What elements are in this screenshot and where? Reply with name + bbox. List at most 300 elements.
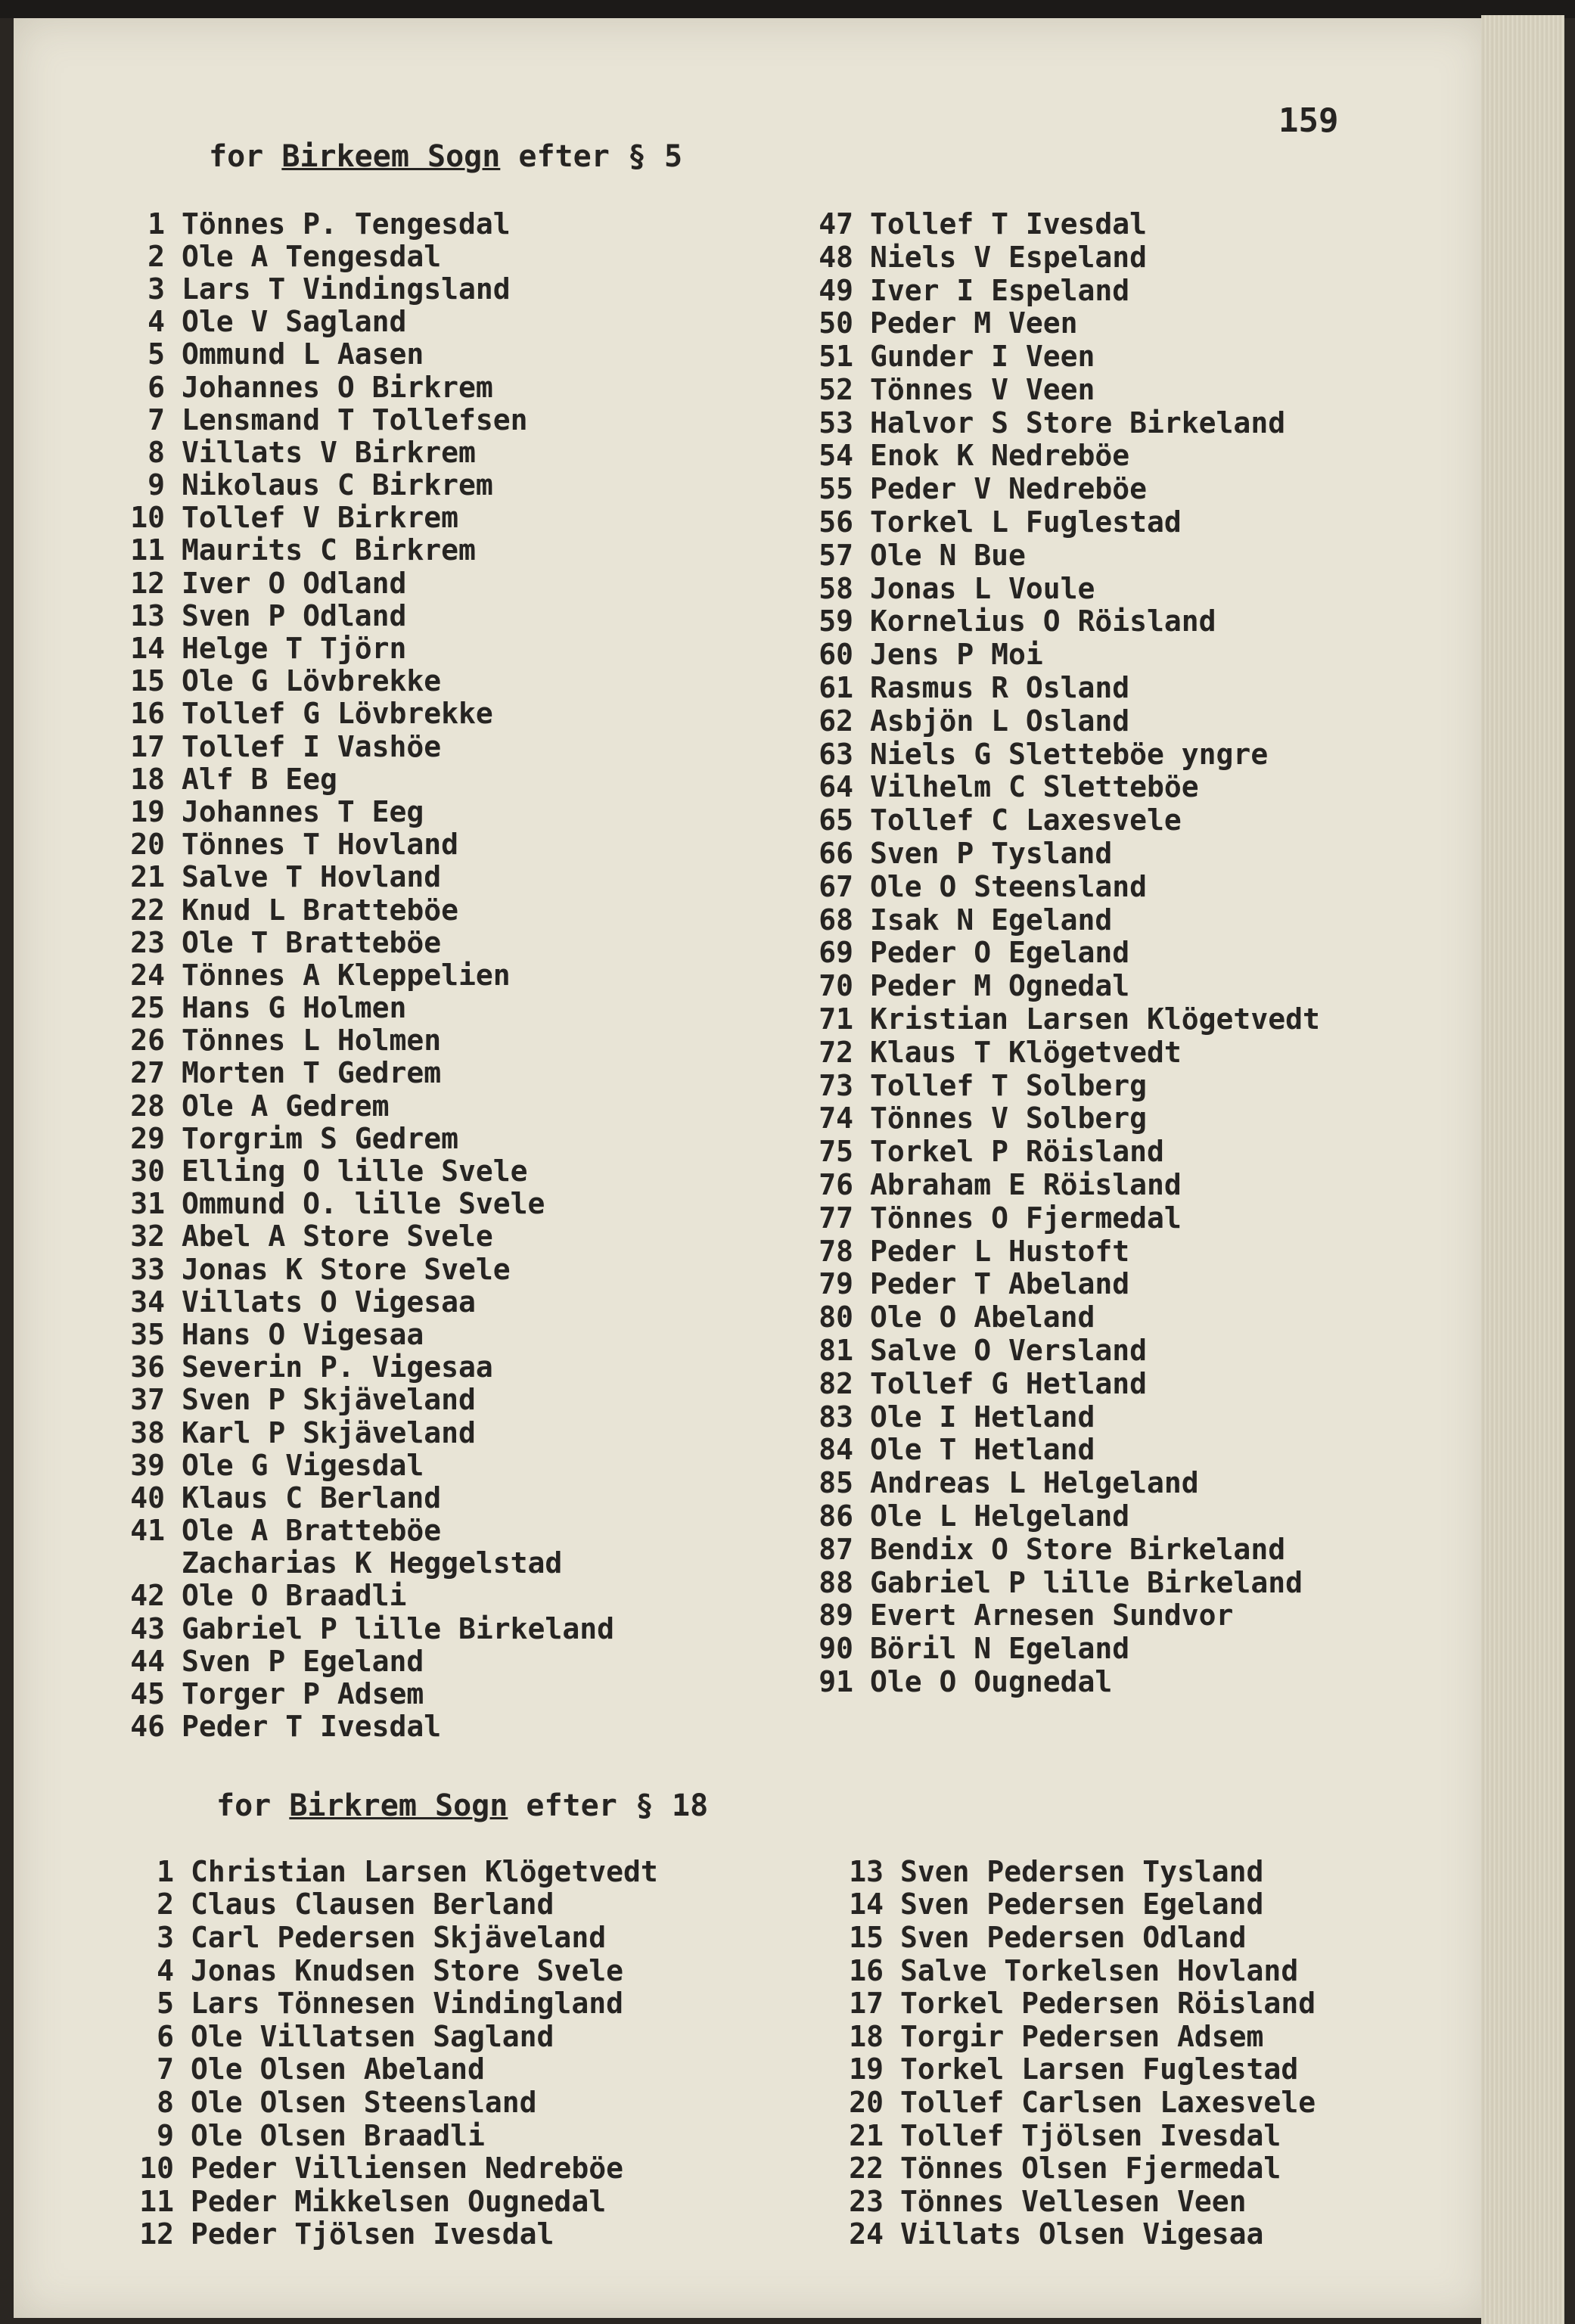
entry-name: Tönnes Vellesen Veen: [900, 2184, 1247, 2218]
entry-name: Carl Pedersen Skjäveland: [191, 1920, 607, 1954]
entry-number: 53: [819, 405, 853, 440]
list-item: [97, 338, 614, 371]
entry-name: Elling O lille Svele: [182, 1154, 528, 1188]
heading-prefix: for: [209, 139, 282, 174]
entry-number: 18: [849, 2019, 884, 2053]
entry-name: Ole Olsen Steensland: [191, 2085, 537, 2119]
list-item: [97, 958, 614, 991]
list-item: [800, 671, 1320, 704]
entry-number: 30: [130, 1154, 165, 1188]
list-item: [97, 1580, 614, 1612]
entry-number: 8: [148, 435, 165, 469]
list-item: [104, 1987, 658, 2020]
list-item: [104, 2185, 658, 2218]
entry-number: 6: [148, 370, 165, 404]
entry-name: Niels G Sletteböe yngre: [870, 737, 1269, 771]
list-item: [831, 2185, 1316, 2218]
list-item: [800, 1168, 1320, 1201]
entry-name: Villats Olsen Vigesaa: [900, 2217, 1264, 2251]
list-item: [97, 992, 614, 1024]
entry-number: 75: [819, 1135, 853, 1169]
list-item: [97, 403, 614, 436]
entry-number: 50: [819, 306, 853, 340]
entry-name: Peder L Hustoft: [870, 1234, 1130, 1268]
entry-number: 28: [130, 1089, 165, 1123]
entry-name: Ole A Tengesdal: [182, 239, 442, 273]
entry-number: 73: [819, 1068, 853, 1102]
entry-name: Ole O Abeland: [870, 1300, 1095, 1334]
entry-name: Abel A Store Svele: [182, 1219, 493, 1254]
list-item: [800, 937, 1320, 970]
entry-number: 10: [139, 2152, 174, 2186]
list-item: [97, 1416, 614, 1449]
entry-name: Sven P Egeland: [182, 1644, 424, 1678]
list-item: [800, 572, 1320, 605]
entry-number: 19: [130, 794, 165, 828]
entry-name: Jonas Knudsen Store Svele: [191, 1953, 623, 1987]
entry-number: 87: [819, 1532, 853, 1566]
list-item: [97, 469, 614, 502]
entry-number: 56: [819, 505, 853, 539]
entry-number: 39: [130, 1448, 165, 1482]
entry-number: 44: [130, 1644, 165, 1678]
list-item: [97, 371, 614, 403]
entry-number: 38: [130, 1415, 165, 1449]
entry-name: Ole V Sagland: [182, 305, 407, 339]
entry-name: Jonas K Store Svele: [182, 1252, 511, 1286]
entry-number: 2: [148, 239, 165, 273]
entry-name: Rasmus R Osland: [870, 671, 1130, 705]
list-item: [800, 1036, 1320, 1069]
list-item: [104, 2020, 658, 2053]
list-item: [97, 1154, 614, 1187]
name-list-left: [97, 207, 614, 1743]
entry-name: Villats O Vigesaa: [182, 1285, 476, 1319]
entry-name: Gabriel P lille Birkeland: [182, 1611, 614, 1645]
list-item: [800, 704, 1320, 738]
entry-number: 5: [157, 1987, 174, 2021]
entry-name: Evert Arnesen Sundvor: [870, 1599, 1234, 1633]
entry-name: Vilhelm C Sletteböe: [870, 770, 1199, 804]
entry-name: Tollef G Hetland: [870, 1366, 1148, 1400]
entry-name: Tollef Carlsen Laxesvele: [900, 2085, 1316, 2119]
entry-name: Alf B Eeg: [182, 762, 337, 796]
list-item: [104, 2053, 658, 2086]
list-item: [104, 2152, 658, 2185]
entry-number: 4: [157, 1953, 174, 1987]
entry-number: 27: [130, 1056, 165, 1090]
entry-number: 6: [157, 2019, 174, 2053]
entry-name: Sven P Tysland: [870, 837, 1113, 871]
entry-number: 43: [130, 1611, 165, 1645]
list-item: [97, 1285, 614, 1318]
entry-number: 3: [157, 1920, 174, 1954]
list-item: [800, 1400, 1320, 1434]
entry-name: Jonas L Voule: [870, 571, 1095, 605]
entry-name: Torkel Larsen Fuglestad: [900, 2052, 1299, 2086]
entry-number: 72: [819, 1035, 853, 1069]
list-item: [104, 2218, 658, 2251]
entry-name: Ommund L Aasen: [182, 337, 424, 371]
entry-number: 26: [130, 1024, 165, 1058]
entry-number: 32: [130, 1219, 165, 1254]
list-item: [104, 1855, 658, 1888]
entry-number: 13: [130, 598, 165, 632]
list-item: [97, 1384, 614, 1416]
entry-name: Halvor S Store Birkeland: [870, 405, 1286, 440]
entry-number: 3: [148, 272, 165, 306]
list-item: [97, 665, 614, 698]
entry-name: Severin P. Vigesaa: [182, 1350, 493, 1384]
list-item: [97, 1677, 614, 1710]
entry-number: 19: [849, 2052, 884, 2086]
entry-name: Knud L Bratteböe: [182, 893, 459, 927]
heading-prefix: for: [216, 1788, 290, 1823]
list-item: [800, 638, 1320, 671]
entry-number: 65: [819, 803, 853, 837]
entry-name: Kristian Larsen Klögetvedt: [870, 1002, 1320, 1036]
entry-name: Salve Torkelsen Hovland: [900, 1953, 1299, 1987]
entry-name: Tönnes P. Tengesdal: [182, 207, 511, 241]
list-item: [800, 472, 1320, 505]
entry-number: 12: [130, 566, 165, 600]
entry-number: 88: [819, 1565, 853, 1599]
entry-number: 16: [130, 697, 165, 731]
list-item: [831, 1888, 1316, 1922]
list-item: [97, 1318, 614, 1350]
entry-name: Villats V Birkrem: [182, 435, 476, 469]
list-item: [831, 1954, 1316, 1987]
entry-name: Ole O Braadli: [182, 1579, 407, 1613]
entry-name: Niels V Espeland: [870, 240, 1148, 274]
entry-name: Lars Tönnesen Vindingland: [191, 1987, 623, 2021]
entry-number: 46: [130, 1710, 165, 1744]
entry-number: 71: [819, 1002, 853, 1036]
entry-name: Gabriel P lille Birkeland: [870, 1565, 1303, 1599]
heading-parish: Birkeem Sogn: [281, 139, 501, 174]
entry-name: Morten T Gedrem: [182, 1056, 442, 1090]
name-list-left-2: [104, 1855, 658, 2251]
list-item: [800, 837, 1320, 870]
list-item: [97, 698, 614, 730]
list-item: [831, 2086, 1316, 2119]
entry-number: 9: [157, 2118, 174, 2152]
list-item: [800, 207, 1320, 241]
entry-number: 17: [130, 729, 165, 763]
list-item: [800, 1135, 1320, 1168]
entry-number: 22: [130, 893, 165, 927]
entry-number: 24: [849, 2217, 884, 2251]
entry-number: 69: [819, 936, 853, 970]
entry-name: Salve T Hovland: [182, 860, 442, 894]
entry-name: Ole N Bue: [870, 538, 1026, 572]
entry-number: 62: [819, 704, 853, 738]
entry-number: 84: [819, 1433, 853, 1467]
list-item: [800, 1632, 1320, 1665]
document-page: [14, 18, 1489, 2318]
list-item: [97, 240, 614, 272]
entry-name: Ole T Bratteböe: [182, 925, 442, 959]
entry-number: 79: [819, 1267, 853, 1301]
entry-number: 52: [819, 372, 853, 406]
entry-number: 42: [130, 1579, 165, 1613]
entry-number: 5: [148, 337, 165, 371]
list-item: [800, 1069, 1320, 1102]
entry-name: Tönnes O Fjermedal: [870, 1201, 1182, 1235]
list-item: [831, 2218, 1316, 2251]
list-item: [97, 1253, 614, 1285]
entry-number: 83: [819, 1400, 853, 1434]
entry-number: 14: [849, 1887, 884, 1922]
list-item: [97, 1188, 614, 1220]
entry-number: 18: [130, 762, 165, 796]
entry-name: Asbjön L Osland: [870, 704, 1130, 738]
list-item: [831, 2053, 1316, 2086]
entry-number: 91: [819, 1664, 853, 1698]
entry-number: 33: [130, 1252, 165, 1286]
entry-name: Tönnes Olsen Fjermedal: [900, 2152, 1281, 2186]
entry-name: Sven Pedersen Tysland: [900, 1854, 1264, 1888]
list-item: [97, 1057, 614, 1089]
entry-name: Ole Olsen Braadli: [191, 2118, 485, 2152]
entry-number: 63: [819, 737, 853, 771]
entry-name: Ole I Hetland: [870, 1400, 1095, 1434]
entry-number: 7: [148, 402, 165, 437]
entry-number: 1: [157, 1854, 174, 1888]
list-item: [800, 1499, 1320, 1533]
entry-number: 8: [157, 2085, 174, 2119]
list-item: [800, 1235, 1320, 1268]
list-item: [97, 1481, 614, 1514]
entry-number: 25: [130, 991, 165, 1025]
list-item: [800, 1201, 1320, 1235]
entry-name: Tollef Tjölsen Ivesdal: [900, 2118, 1281, 2152]
list-item: [800, 440, 1320, 473]
list-item: [97, 599, 614, 632]
entry-name: Peder T Abeland: [870, 1267, 1130, 1301]
entry-number: 45: [130, 1677, 165, 1711]
entry-name: Jens P Moi: [870, 638, 1043, 672]
entry-number: 82: [819, 1366, 853, 1400]
entry-number: 64: [819, 770, 853, 804]
entry-number: 23: [130, 925, 165, 959]
entry-number: 40: [130, 1480, 165, 1515]
list-item: [800, 1533, 1320, 1566]
list-item: [800, 1102, 1320, 1136]
list-item: [97, 1220, 614, 1253]
list-item: [800, 969, 1320, 1002]
entry-name: Tönnes V Veen: [870, 372, 1095, 406]
entry-name: Ole G Lövbrekke: [182, 664, 442, 698]
entry-name: Iver O Odland: [182, 566, 407, 600]
entry-number: 24: [130, 958, 165, 992]
list-item: [104, 2086, 658, 2119]
list-item: [800, 241, 1320, 274]
list-item: [97, 1710, 614, 1743]
entry-number: 66: [819, 837, 853, 871]
list-item: [800, 505, 1320, 539]
entry-name: Torger P Adsem: [182, 1677, 424, 1711]
list-item: [800, 274, 1320, 307]
entry-name: Ole T Hetland: [870, 1433, 1095, 1467]
scan-border: [0, 0, 1575, 18]
list-item: [800, 605, 1320, 638]
list-item: [97, 502, 614, 534]
list-item: [800, 539, 1320, 572]
entry-number: 81: [819, 1334, 853, 1367]
entry-number: 1: [148, 207, 165, 241]
list-item: [97, 207, 614, 240]
list-item: [831, 1855, 1316, 1888]
entry-number: 2: [157, 1887, 174, 1922]
entry-number: 41: [130, 1514, 165, 1548]
page-number: 159: [1278, 101, 1339, 140]
entry-name: Ole A Bratteböe: [182, 1514, 442, 1548]
entry-number: 70: [819, 969, 853, 1003]
list-item: [97, 306, 614, 338]
entry-name: Klaus T Klögetvedt: [870, 1035, 1182, 1069]
entry-number: 9: [148, 468, 165, 502]
list-item: [800, 1268, 1320, 1301]
section-heading-paragraph-18: [216, 1788, 708, 1823]
entry-number: 85: [819, 1466, 853, 1500]
list-item: [97, 893, 614, 926]
list-item: [97, 436, 614, 468]
list-item: [97, 1449, 614, 1481]
list-item: [831, 1921, 1316, 1954]
entry-name: Christian Larsen Klögetvedt: [191, 1854, 658, 1888]
list-item: [97, 1122, 614, 1154]
entry-name: Andreas L Helgeland: [870, 1466, 1199, 1500]
entry-number: 86: [819, 1499, 853, 1533]
entry-number: 47: [819, 207, 853, 241]
entry-name: Salve O Versland: [870, 1334, 1148, 1367]
entry-number: 36: [130, 1350, 165, 1384]
entry-name: Enok K Nedreböe: [870, 439, 1130, 473]
list-item: [97, 1645, 614, 1677]
entry-name: Böril N Egeland: [870, 1632, 1130, 1666]
entry-name: Ole Olsen Abeland: [191, 2052, 485, 2086]
entry-name: Ole G Vigesdal: [182, 1448, 424, 1482]
list-item: [800, 1300, 1320, 1334]
list-item: [800, 406, 1320, 440]
list-item: [800, 1334, 1320, 1367]
entry-number: 57: [819, 538, 853, 572]
entry-name: Peder M Veen: [870, 306, 1078, 340]
entry-name: Tollef V Birkrem: [182, 501, 459, 535]
entry-number: 7: [157, 2052, 174, 2086]
entry-name: Peder Mikkelsen Ougnedal: [191, 2184, 607, 2218]
entry-number: 37: [130, 1383, 165, 1417]
entry-name: Sven P Skjäveland: [182, 1383, 476, 1417]
entry-name: Tollef T Ivesdal: [870, 207, 1148, 241]
entry-name: Torkel P Röisland: [870, 1135, 1164, 1169]
list-item: [800, 803, 1320, 837]
entry-name: Ole Villatsen Sagland: [191, 2019, 555, 2053]
list-item: [97, 1024, 614, 1057]
entry-number: 60: [819, 638, 853, 672]
entry-number: 77: [819, 1201, 853, 1235]
entry-name: Johannes O Birkrem: [182, 370, 493, 404]
entry-number: 20: [849, 2085, 884, 2119]
entry-number: 16: [849, 1953, 884, 1987]
list-item: [800, 1367, 1320, 1400]
list-item: [800, 1665, 1320, 1698]
entry-name: Isak N Egeland: [870, 903, 1113, 937]
entry-number: 89: [819, 1599, 853, 1633]
list-item: [800, 903, 1320, 937]
entry-number: 54: [819, 439, 853, 473]
heading-suffix: efter § 18: [508, 1788, 709, 1823]
entry-number: 74: [819, 1101, 853, 1136]
entry-name: Tollef C Laxesvele: [870, 803, 1182, 837]
entry-number: 49: [819, 273, 853, 307]
entry-name: Torgir Pedersen Adsem: [900, 2019, 1264, 2053]
entry-number: 12: [139, 2217, 174, 2251]
entry-name: Peder Tjölsen Ivesdal: [191, 2217, 555, 2251]
entry-number: 17: [849, 1987, 884, 2021]
list-item: [800, 1433, 1320, 1466]
entry-name: Peder Villiensen Nedreböe: [191, 2152, 623, 2186]
list-item: [104, 2119, 658, 2152]
list-item: [97, 534, 614, 567]
entry-number: 20: [130, 828, 165, 862]
entry-number: 68: [819, 903, 853, 937]
entry-number: 15: [130, 664, 165, 698]
entry-number: 78: [819, 1234, 853, 1268]
list-item: [97, 795, 614, 828]
entry-name: Claus Clausen Berland: [191, 1887, 555, 1922]
entry-number: 35: [130, 1317, 165, 1351]
entry-name: Peder M Ognedal: [870, 969, 1130, 1003]
list-item: [800, 373, 1320, 406]
list-item: [97, 1351, 614, 1384]
entry-name: Hans O Vigesaa: [182, 1317, 424, 1351]
entry-name: Torkel L Fuglestad: [870, 505, 1182, 539]
list-item: [104, 1888, 658, 1922]
list-item: [97, 1547, 614, 1580]
entry-number: 34: [130, 1285, 165, 1319]
list-item: [800, 1466, 1320, 1499]
entry-name: Tollef G Lövbrekke: [182, 697, 493, 731]
list-item: [800, 1002, 1320, 1036]
list-item: [97, 1515, 614, 1547]
list-item: [97, 272, 614, 305]
entry-number: 21: [130, 860, 165, 894]
entry-name: Gunder I Veen: [870, 340, 1095, 374]
entry-name: Ole A Gedrem: [182, 1089, 390, 1123]
entry-number: 51: [819, 340, 853, 374]
entry-name: Zacharias K Heggelstad: [182, 1546, 563, 1580]
entry-name: Nikolaus C Birkrem: [182, 468, 493, 502]
entry-name: Ommund O. lille Svele: [182, 1187, 545, 1221]
list-item: [97, 861, 614, 893]
name-list-right: [800, 207, 1320, 1698]
heading-parish: Birkrem Sogn: [289, 1788, 508, 1823]
entry-name: Maurits C Birkrem: [182, 533, 476, 567]
entry-number: 11: [130, 533, 165, 567]
list-item: [800, 738, 1320, 771]
entry-number: 15: [849, 1920, 884, 1954]
entry-number: 58: [819, 571, 853, 605]
list-item: [97, 1089, 614, 1122]
entry-number: 29: [130, 1121, 165, 1155]
entry-name: Torgrim S Gedrem: [182, 1121, 459, 1155]
name-list-right-2: [831, 1855, 1316, 2251]
list-item: [800, 340, 1320, 373]
list-item: [800, 306, 1320, 340]
entry-number: 61: [819, 671, 853, 705]
